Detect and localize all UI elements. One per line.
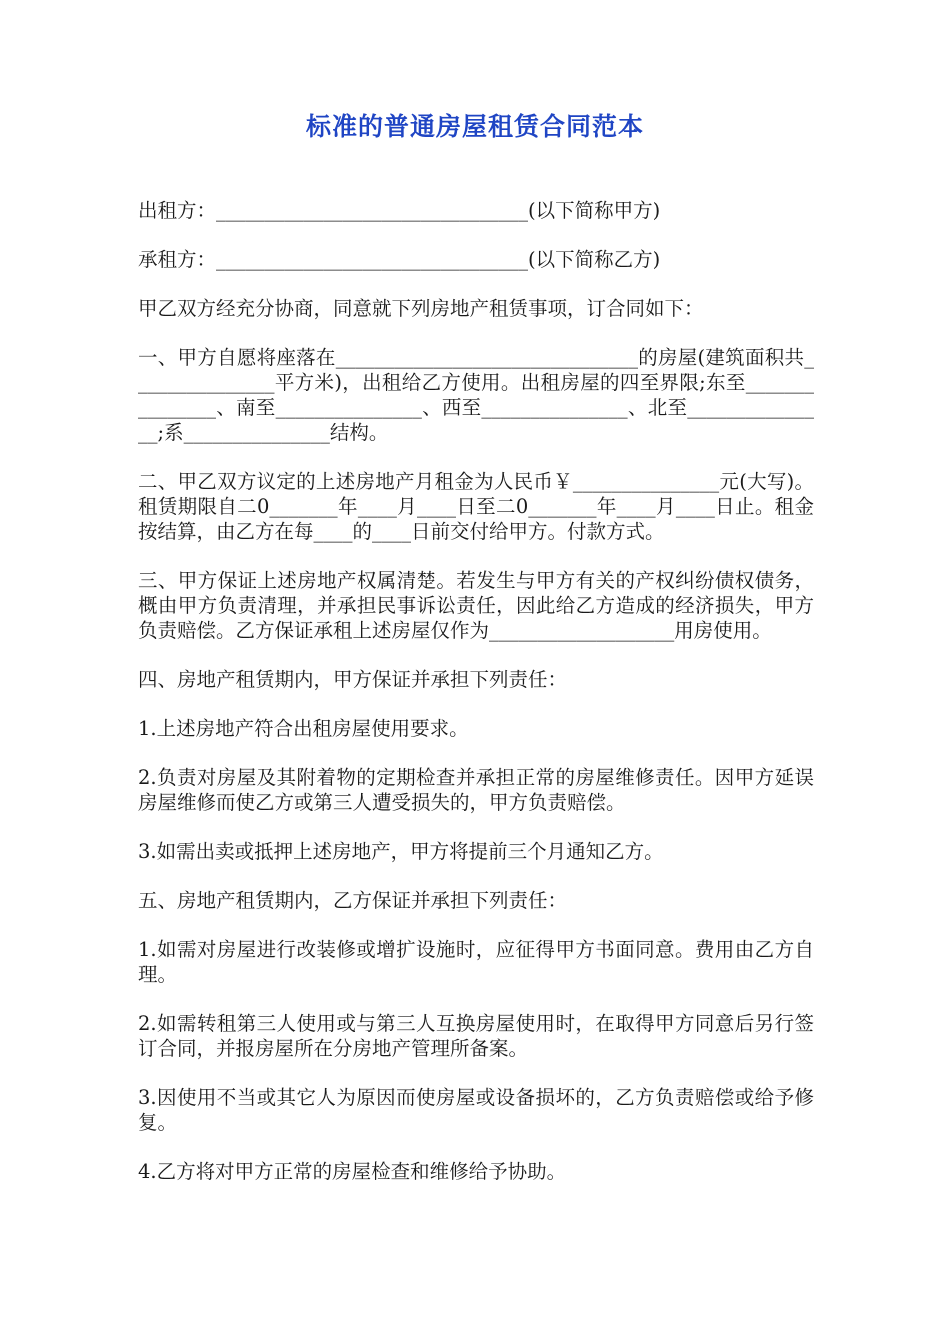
paragraph-clause-4-item-1: 1.上述房地产符合出租房屋使用要求。	[138, 717, 469, 740]
paragraph-clause-4-item-2: 2.负责对房屋及其附着物的定期检查并承担正常的房屋维修责任。因甲方延误房屋维修而使乙方或第三人遭受损失的，甲方负责赔偿。	[138, 766, 814, 814]
paragraph-lessor: 出租方：________________________________(以下简称甲方)	[138, 199, 661, 222]
document-body	[138, 198, 814, 1208]
paragraph-clause-5-item-3: 3.因使用不当或其它人为原因而使房屋或设备损坏的，乙方负责赔偿或给予修复。	[138, 1086, 814, 1134]
paragraph-clause-5-item-2: 2.如需转租第三人使用或与第三人互换房屋使用时，在取得甲方同意后另行签订合同，并报房屋所在分房地产管理所备案。	[138, 1012, 814, 1060]
paragraph-clause-2: 二、甲乙双方议定的上述房地产月租金为人民币￥_______________元(大写)。租赁期限自二0_______年____月____日至二0_______年____月____日止。租金按结算，由乙方在每____的____日前交付给甲方。付款方式。	[138, 470, 814, 543]
document-title: 标准的普通房屋租赁合同范本	[305, 112, 644, 141]
paragraph-lessee: 承租方：________________________________(以下简称乙方)	[138, 248, 661, 271]
paragraph-clause-4-item-3: 3.如需出卖或抵押上述房地产，甲方将提前三个月通知乙方。	[138, 840, 664, 863]
paragraph-clause-5-item-1: 1.如需对房屋进行改装修或增扩设施时，应征得甲方书面同意。费用由乙方自理。	[138, 938, 814, 986]
paragraph-clause-3: 三、甲方保证上述房地产权属清楚。若发生与甲方有关的产权纠纷债权债务，概由甲方负责清理，并承担民事诉讼责任，因此给乙方造成的经济损失，甲方负责赔偿。乙方保证承租上述房屋仅作为___________________用房使用。	[138, 569, 814, 642]
paragraph-clause-1: 一、甲方自愿将座落在_______________________________的房屋(建筑面积共_______________平方米)，出租给乙方使用。出租房屋的四至界限;东至_______________、南至_______________、西至_______________、北至_______________;系_______________结构。	[138, 346, 814, 444]
paragraph-preamble: 甲乙双方经充分协商，同意就下列房地产租赁事项，订合同如下：	[138, 297, 704, 320]
paragraph-clause-5: 五、房地产租赁期内，乙方保证并承担下列责任：	[138, 889, 568, 912]
paragraph-clause-5-item-4: 4.乙方将对甲方正常的房屋检查和维修给予协助。	[138, 1160, 567, 1183]
paragraph-clause-4: 四、房地产租赁期内，甲方保证并承担下列责任：	[138, 668, 568, 691]
